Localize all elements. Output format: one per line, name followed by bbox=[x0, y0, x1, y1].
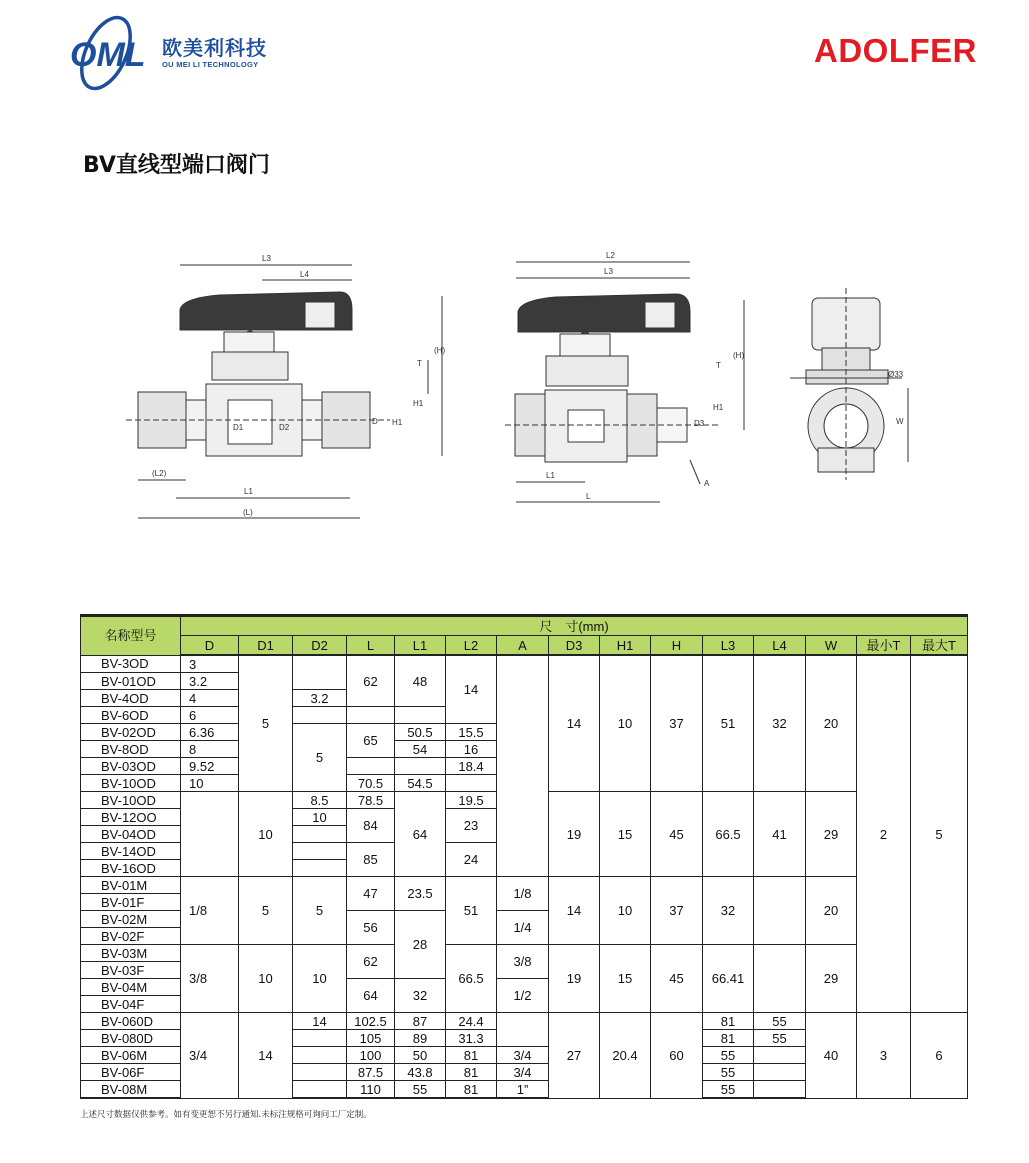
value-cell: 102.5 bbox=[347, 1013, 395, 1030]
value-cell: 10 bbox=[600, 877, 651, 945]
logo-mark-text: OML bbox=[70, 36, 146, 74]
column-header: D3 bbox=[549, 636, 600, 656]
value-cell: 20 bbox=[806, 877, 857, 945]
model-cell: BV-02OD bbox=[81, 724, 181, 741]
value-cell: 10 bbox=[181, 775, 239, 792]
model-cell: BV-060D bbox=[81, 1013, 181, 1030]
value-cell: 41 bbox=[754, 792, 806, 877]
value-cell: 54 bbox=[395, 741, 446, 758]
value-cell: 66.41 bbox=[703, 945, 754, 1013]
value-cell: 15 bbox=[600, 945, 651, 1013]
value-cell: 19 bbox=[549, 792, 600, 877]
value-cell: 50.5 bbox=[395, 724, 446, 741]
value-cell: 16 bbox=[446, 741, 497, 758]
value-cell: 85 bbox=[347, 843, 395, 877]
dim-label: A bbox=[704, 479, 710, 488]
column-header: L bbox=[347, 636, 395, 656]
value-cell: 3/4 bbox=[181, 1013, 239, 1099]
value-cell: 37 bbox=[651, 877, 703, 945]
value-cell: 81 bbox=[446, 1081, 497, 1099]
value-cell bbox=[754, 945, 806, 1013]
value-cell: 18.4 bbox=[446, 758, 497, 775]
value-cell: 55 bbox=[395, 1081, 446, 1099]
value-cell: 4 bbox=[181, 690, 239, 707]
value-cell: 40 bbox=[806, 1013, 857, 1099]
model-cell: BV-08M bbox=[81, 1081, 181, 1099]
value-cell: 20 bbox=[806, 655, 857, 792]
value-cell: 8.5 bbox=[293, 792, 347, 809]
value-cell bbox=[293, 707, 347, 724]
value-cell: 1/2 bbox=[497, 979, 549, 1013]
value-cell: 50 bbox=[395, 1047, 446, 1064]
value-cell bbox=[754, 877, 806, 945]
column-header: L3 bbox=[703, 636, 754, 656]
value-cell: 70.5 bbox=[347, 775, 395, 792]
column-header: H1 bbox=[600, 636, 651, 656]
value-cell: 55 bbox=[703, 1081, 754, 1099]
value-cell: 60 bbox=[651, 1013, 703, 1099]
model-cell: BV-12OO bbox=[81, 809, 181, 826]
footnote: 上述尺寸数据仅供参考。如有变更恕不另行通知.未标注规格可询问工厂定制。 bbox=[80, 1110, 372, 1120]
model-cell: BV-02F bbox=[81, 928, 181, 945]
value-cell bbox=[497, 655, 549, 877]
value-cell: 6 bbox=[181, 707, 239, 724]
value-cell: 78.5 bbox=[347, 792, 395, 809]
value-cell: 64 bbox=[347, 979, 395, 1013]
value-cell: 47 bbox=[347, 877, 395, 911]
value-cell bbox=[395, 758, 446, 775]
value-cell bbox=[497, 1013, 549, 1047]
model-cell: BV-04F bbox=[81, 996, 181, 1013]
value-cell: 81 bbox=[703, 1030, 754, 1047]
value-cell: 10 bbox=[600, 655, 651, 792]
value-cell: 62 bbox=[347, 655, 395, 707]
value-cell: 14 bbox=[446, 655, 497, 724]
model-cell: BV-16OD bbox=[81, 860, 181, 877]
value-cell: 110 bbox=[347, 1081, 395, 1099]
dim-label: L1 bbox=[546, 471, 555, 480]
column-header: L1 bbox=[395, 636, 446, 656]
value-cell: 10 bbox=[239, 945, 293, 1013]
dim-label: H1 bbox=[713, 403, 724, 412]
model-cell: BV-14OD bbox=[81, 843, 181, 860]
value-cell bbox=[293, 1047, 347, 1064]
value-cell: 6 bbox=[911, 1013, 968, 1099]
value-cell: 5 bbox=[239, 877, 293, 945]
model-cell: BV-06F bbox=[81, 1064, 181, 1081]
name-header: 名称型号 bbox=[81, 616, 181, 656]
dim-label: (H) bbox=[733, 351, 745, 360]
value-cell: 3/8 bbox=[497, 945, 549, 979]
value-cell: 5 bbox=[911, 655, 968, 1013]
dim-label: H1 bbox=[413, 399, 424, 408]
value-cell: 5 bbox=[293, 877, 347, 945]
value-cell: 14 bbox=[549, 655, 600, 792]
value-cell: 23.5 bbox=[395, 877, 446, 911]
dim-label: (L2) bbox=[152, 469, 167, 478]
value-cell: 66.5 bbox=[446, 945, 497, 1013]
dim-label: D2 bbox=[279, 423, 290, 432]
value-cell: 14 bbox=[239, 1013, 293, 1099]
value-cell: 14 bbox=[549, 877, 600, 945]
dim-label: D1 bbox=[233, 423, 244, 432]
value-cell: 100 bbox=[347, 1047, 395, 1064]
value-cell: 19.5 bbox=[446, 792, 497, 809]
value-cell bbox=[754, 1064, 806, 1081]
value-cell: 29 bbox=[806, 792, 857, 877]
value-cell: 89 bbox=[395, 1030, 446, 1047]
value-cell: 3/4 bbox=[497, 1047, 549, 1064]
logo-chinese-name: 欧美利科技 bbox=[162, 36, 267, 60]
value-cell bbox=[754, 1081, 806, 1099]
value-cell bbox=[347, 707, 395, 724]
value-cell: 9.52 bbox=[181, 758, 239, 775]
value-cell: 28 bbox=[395, 911, 446, 979]
value-cell: 1/4 bbox=[497, 911, 549, 945]
value-cell: 24.4 bbox=[446, 1013, 497, 1030]
value-cell: 45 bbox=[651, 792, 703, 877]
table-row bbox=[81, 877, 968, 894]
value-cell: 20.4 bbox=[600, 1013, 651, 1099]
model-cell: BV-01F bbox=[81, 894, 181, 911]
value-cell: 56 bbox=[347, 911, 395, 945]
value-cell: 87.5 bbox=[347, 1064, 395, 1081]
model-cell: BV-10OD bbox=[81, 775, 181, 792]
page-title: BV直线型端口阀门 bbox=[83, 153, 270, 178]
value-cell: 66.5 bbox=[703, 792, 754, 877]
dim-label: T bbox=[716, 361, 721, 370]
value-cell: 27 bbox=[549, 1013, 600, 1099]
model-cell: BV-080D bbox=[81, 1030, 181, 1047]
value-cell bbox=[754, 1047, 806, 1064]
model-cell: BV-03OD bbox=[81, 758, 181, 775]
value-cell: 32 bbox=[754, 655, 806, 792]
column-header: D1 bbox=[239, 636, 293, 656]
value-cell bbox=[293, 1030, 347, 1047]
value-cell: 105 bbox=[347, 1030, 395, 1047]
value-cell: 51 bbox=[446, 877, 497, 945]
value-cell: 29 bbox=[806, 945, 857, 1013]
value-cell: 3/4 bbox=[497, 1064, 549, 1081]
value-cell: 65 bbox=[347, 724, 395, 758]
value-cell: 31.3 bbox=[446, 1030, 497, 1047]
dim-label: L bbox=[586, 492, 591, 501]
model-cell: BV-8OD bbox=[81, 741, 181, 758]
value-cell bbox=[181, 792, 239, 877]
value-cell: 45 bbox=[651, 945, 703, 1013]
model-cell: BV-6OD bbox=[81, 707, 181, 724]
value-cell: 10 bbox=[239, 792, 293, 877]
value-cell: 37 bbox=[651, 655, 703, 792]
dim-label: L3 bbox=[262, 254, 271, 263]
column-header: D bbox=[181, 636, 239, 656]
dim-label: D bbox=[372, 417, 378, 426]
value-cell: 55 bbox=[703, 1064, 754, 1081]
valve-front-view bbox=[126, 265, 442, 518]
value-cell: 84 bbox=[347, 809, 395, 843]
value-cell: 81 bbox=[703, 1013, 754, 1030]
column-header: 最小T bbox=[857, 636, 911, 656]
value-cell bbox=[293, 655, 347, 690]
column-header: L4 bbox=[754, 636, 806, 656]
table-row bbox=[81, 655, 968, 673]
company-logo bbox=[66, 6, 296, 98]
dim-label: Ø33 bbox=[888, 370, 904, 379]
model-cell: BV-03F bbox=[81, 962, 181, 979]
value-cell: 55 bbox=[754, 1030, 806, 1047]
model-cell: BV-3OD bbox=[81, 655, 181, 673]
dim-label: H1 bbox=[392, 418, 403, 427]
value-cell: 3 bbox=[857, 1013, 911, 1099]
value-cell: 1/8 bbox=[181, 877, 239, 945]
value-cell bbox=[293, 860, 347, 877]
value-cell: 1/8 bbox=[497, 877, 549, 911]
spec-table bbox=[80, 614, 968, 1099]
model-cell: BV-02M bbox=[81, 911, 181, 928]
value-cell: 15.5 bbox=[446, 724, 497, 741]
value-cell: 5 bbox=[239, 655, 293, 792]
dim-label: T bbox=[417, 359, 422, 368]
dim-label: W bbox=[896, 417, 904, 426]
brand-name: ADOLFER bbox=[814, 32, 977, 69]
value-cell: 1” bbox=[497, 1081, 549, 1099]
value-cell: 2 bbox=[857, 655, 911, 1013]
value-cell: 3/8 bbox=[181, 945, 239, 1013]
valve-technical-drawings bbox=[0, 240, 1029, 540]
dim-label: L3 bbox=[604, 267, 613, 276]
value-cell: 62 bbox=[347, 945, 395, 979]
model-cell: BV-04M bbox=[81, 979, 181, 996]
value-cell bbox=[446, 775, 497, 792]
valve-side-view bbox=[505, 262, 744, 502]
value-cell: 19 bbox=[549, 945, 600, 1013]
model-cell: BV-06M bbox=[81, 1047, 181, 1064]
value-cell: 8 bbox=[181, 741, 239, 758]
table-row bbox=[81, 1013, 968, 1030]
column-header: H bbox=[651, 636, 703, 656]
value-cell: 64 bbox=[395, 792, 446, 877]
column-header: A bbox=[497, 636, 549, 656]
value-cell: 32 bbox=[395, 979, 446, 1013]
value-cell: 3.2 bbox=[181, 673, 239, 690]
value-cell: 3 bbox=[181, 655, 239, 673]
model-cell: BV-10OD bbox=[81, 792, 181, 809]
value-cell bbox=[293, 843, 347, 860]
oml-logo-mark bbox=[66, 6, 162, 98]
column-header: L2 bbox=[446, 636, 497, 656]
logo-english-name: OU MEI LI TECHNOLOGY bbox=[162, 60, 259, 69]
dim-label: (L) bbox=[243, 508, 253, 517]
value-cell: 51 bbox=[703, 655, 754, 792]
model-cell: BV-01M bbox=[81, 877, 181, 894]
model-cell: BV-04OD bbox=[81, 826, 181, 843]
model-cell: BV-03M bbox=[81, 945, 181, 962]
valve-end-view bbox=[790, 288, 908, 480]
dim-label: (H) bbox=[434, 346, 446, 355]
value-cell bbox=[293, 1081, 347, 1099]
value-cell: 55 bbox=[703, 1047, 754, 1064]
dims-header: 尺 寸(mm) bbox=[181, 616, 968, 636]
table-row bbox=[81, 945, 968, 962]
value-cell: 5 bbox=[293, 724, 347, 792]
dim-label: L4 bbox=[300, 270, 309, 279]
value-cell: 43.8 bbox=[395, 1064, 446, 1081]
column-header: W bbox=[806, 636, 857, 656]
value-cell bbox=[293, 1064, 347, 1081]
value-cell: 10 bbox=[293, 809, 347, 826]
value-cell bbox=[395, 707, 446, 724]
dim-label: L1 bbox=[244, 487, 253, 496]
column-header: D2 bbox=[293, 636, 347, 656]
value-cell: 81 bbox=[446, 1064, 497, 1081]
dim-label: L2 bbox=[606, 251, 615, 260]
value-cell: 10 bbox=[293, 945, 347, 1013]
model-cell: BV-01OD bbox=[81, 673, 181, 690]
value-cell: 48 bbox=[395, 655, 446, 707]
value-cell: 24 bbox=[446, 843, 497, 877]
value-cell: 14 bbox=[293, 1013, 347, 1030]
value-cell: 23 bbox=[446, 809, 497, 843]
value-cell: 54.5 bbox=[395, 775, 446, 792]
value-cell: 3.2 bbox=[293, 690, 347, 707]
value-cell: 87 bbox=[395, 1013, 446, 1030]
value-cell: 81 bbox=[446, 1047, 497, 1064]
model-cell: BV-4OD bbox=[81, 690, 181, 707]
dim-label: D3 bbox=[694, 419, 705, 428]
value-cell: 55 bbox=[754, 1013, 806, 1030]
value-cell: 6.36 bbox=[181, 724, 239, 741]
value-cell bbox=[293, 826, 347, 843]
value-cell bbox=[347, 758, 395, 775]
value-cell: 15 bbox=[600, 792, 651, 877]
value-cell: 32 bbox=[703, 877, 754, 945]
column-header: 最大T bbox=[911, 636, 968, 656]
